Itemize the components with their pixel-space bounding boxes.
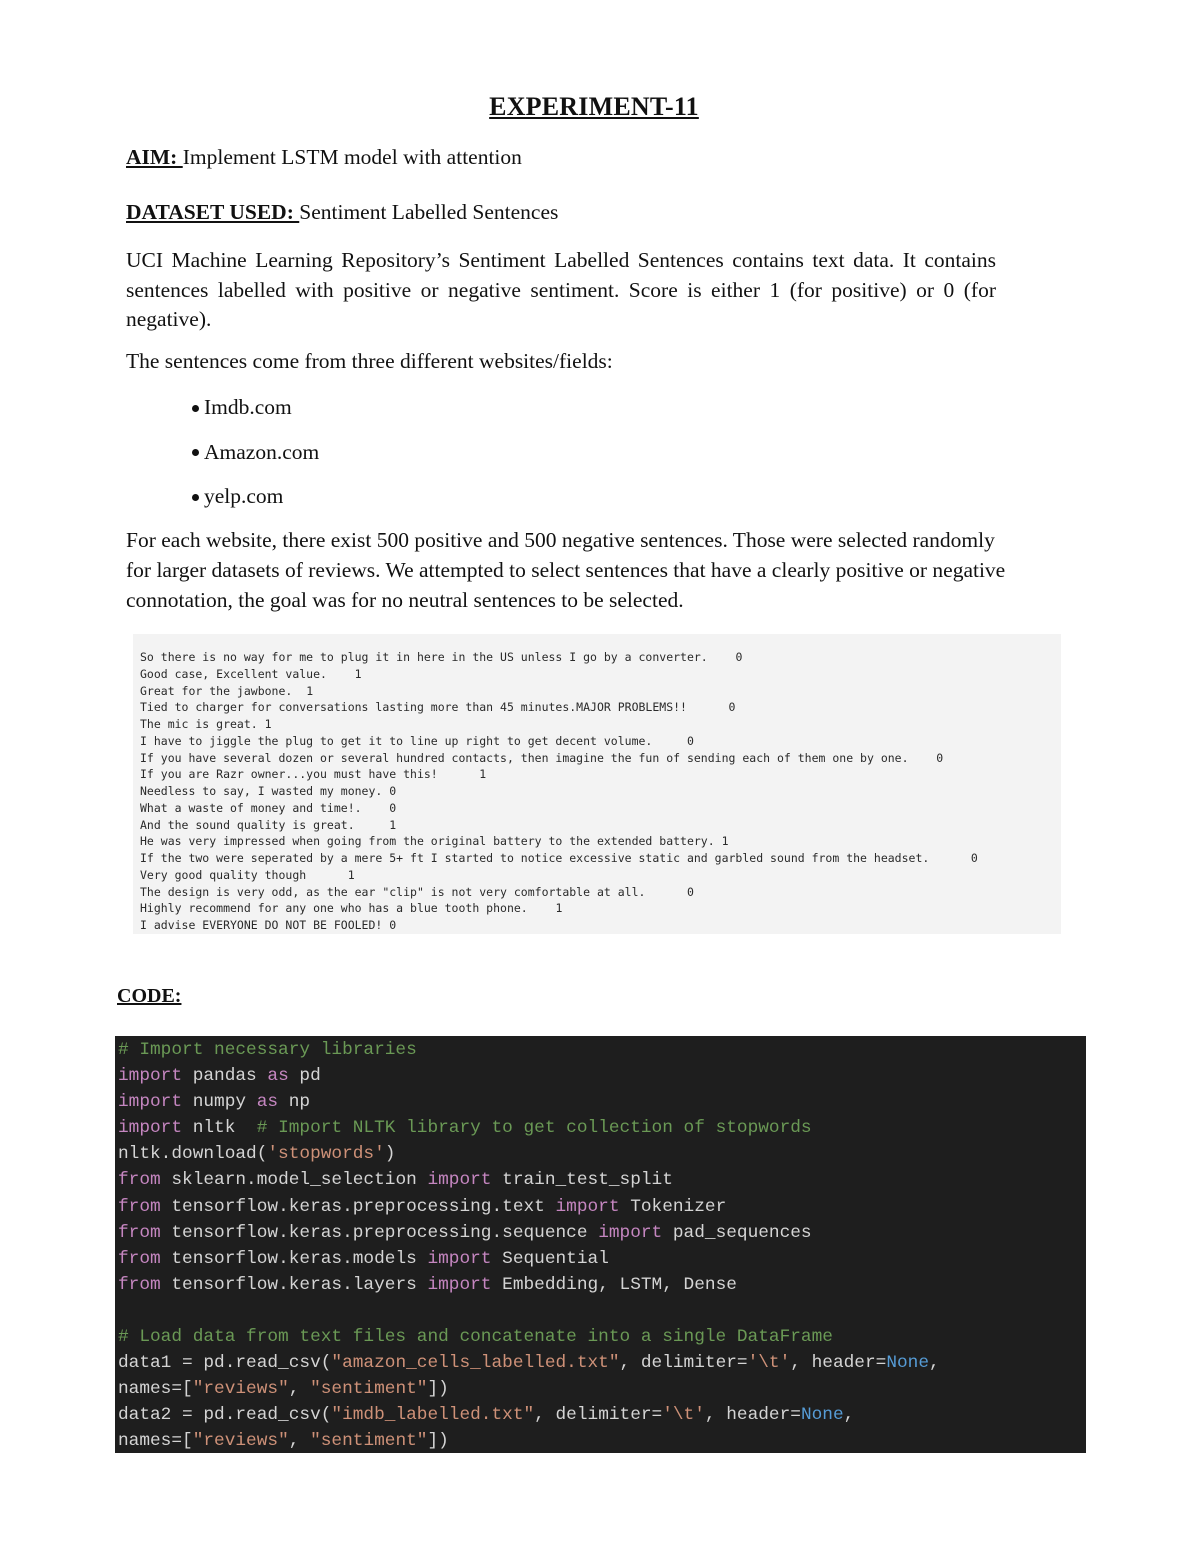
sample-row [140, 716, 978, 733]
sample-label: 1 [555, 901, 563, 916]
code-token: , delimiter= [619, 1353, 748, 1374]
code-token: sklearn.model_selection [160, 1170, 428, 1191]
sample-sentence: If you have several dozen or several hundred contacts, then imagine the fun of sending each of them one by one. [140, 750, 909, 765]
sample-gap [292, 684, 306, 698]
sample-row [140, 867, 978, 884]
code-token: "reviews" [192, 1431, 289, 1452]
sample-row [140, 833, 978, 850]
code-token: nltk [182, 1118, 257, 1139]
aim-line [126, 145, 522, 170]
code-token: Tokenizer [619, 1196, 727, 1217]
sample-gap [355, 818, 390, 832]
dataset-label: DATASET USED: [126, 200, 300, 224]
sample-gap [306, 868, 348, 882]
code-line [118, 1115, 940, 1141]
code-token: import [427, 1248, 492, 1269]
sample-gap [652, 734, 687, 748]
code-line [118, 1298, 940, 1324]
sample-label: 0 [728, 700, 736, 715]
sample-label: 0 [389, 784, 397, 798]
code-token: as [267, 1066, 289, 1087]
code-token: Sequential [491, 1248, 609, 1269]
sample-label: 1 [479, 767, 487, 782]
sample-label: 0 [686, 884, 694, 899]
sample-sentence: And the sound quality is great. [140, 817, 355, 832]
code-token: from [118, 1170, 161, 1191]
sample-row [140, 917, 978, 934]
code-token: import [118, 1118, 183, 1139]
code-token: ]) [427, 1379, 449, 1400]
code-token: from [118, 1222, 161, 1243]
sample-sentence: Very good quality though [140, 867, 307, 882]
sample-label: 0 [970, 851, 978, 865]
bullet-icon [192, 494, 199, 501]
sample-sentence: I advise EVERYONE DO NOT BE FOOLED! [140, 918, 383, 932]
code-line [118, 1376, 940, 1402]
code-token: np [278, 1092, 311, 1113]
code-token: None [800, 1405, 844, 1426]
sample-row [140, 800, 978, 817]
sample-gap [362, 801, 390, 815]
code-token: pad_sequences [662, 1222, 812, 1243]
sample-label: 1 [389, 817, 397, 832]
aim-text: Implement LSTM model with attention [182, 145, 522, 169]
code-token: ]) [427, 1431, 449, 1452]
sample-label: 0 [389, 918, 397, 932]
code-token: import [118, 1092, 183, 1113]
dataset-line [126, 200, 558, 225]
code-token: "imdb_labelled.txt" [331, 1405, 535, 1426]
sample-label: 0 [389, 800, 397, 815]
sample-gap [258, 717, 265, 731]
code-token: pd [288, 1066, 321, 1087]
sample-sentence: He was very impressed when going from the original battery to the extended battery. [140, 834, 715, 849]
sample-gap [708, 650, 736, 664]
code-line [118, 1246, 940, 1272]
code-line [118, 1402, 940, 1428]
sample-gap [909, 751, 937, 765]
code-line [118, 1089, 940, 1115]
code-token: "sentiment" [310, 1379, 428, 1400]
code-token: "reviews" [192, 1379, 289, 1400]
sample-sentence: If the two were seperated by a mere 5+ ft I started to notice excessive static and garbled sound from the headset. [140, 851, 930, 865]
code-token: # Import NLTK library to get collection of stopwords [256, 1118, 812, 1139]
sample-sentence: I have to jiggle the plug to get it to line up right to get decent volume. [140, 733, 653, 748]
sample-sentence: The mic is great. [140, 717, 258, 731]
code-token: data2 = pd.read_csv( [118, 1405, 332, 1426]
code-line [118, 1167, 940, 1193]
sample-sentence: Great for the jawbone. [140, 683, 293, 698]
sample-label: 1 [306, 683, 314, 698]
sample-gap [327, 667, 355, 681]
code-token: as [256, 1092, 279, 1113]
sample-row [140, 884, 978, 901]
code-token: nltk.download( [118, 1144, 268, 1165]
code-token: , delimiter= [534, 1405, 663, 1426]
code-token: pandas [182, 1066, 268, 1087]
sample-gap [382, 918, 389, 932]
sample-row [140, 649, 978, 666]
sample-row [140, 783, 978, 800]
sample-row [140, 850, 978, 867]
code-token: , header= [790, 1353, 887, 1374]
list-item [192, 437, 319, 482]
list-item [192, 481, 319, 526]
code-token: "amazon_cells_labelled.txt" [331, 1353, 620, 1374]
code-line [118, 1194, 940, 1220]
code-lines [118, 1037, 940, 1453]
code-line [118, 1324, 940, 1350]
sample-row [140, 683, 978, 700]
code-token: import [555, 1196, 620, 1217]
code-line [118, 1220, 940, 1246]
code-token: import [427, 1170, 492, 1191]
code-block [115, 1036, 1086, 1453]
source-name: Imdb.com [204, 395, 292, 419]
sample-row [140, 666, 978, 683]
code-token: import [427, 1274, 492, 1295]
source-name: yelp.com [204, 484, 284, 508]
list-item [192, 392, 319, 437]
code-line [118, 1141, 940, 1167]
sample-sentence: So there is no way for me to plug it in here in the US unless I go by a converter. [140, 650, 708, 664]
page-title: EXPERIMENT-11 [489, 92, 699, 121]
code-token: 'stopwords' [267, 1144, 385, 1165]
code-heading: CODE: [117, 985, 182, 1007]
code-token: names=[ [118, 1431, 193, 1452]
sample-row [140, 817, 978, 834]
sample-row [140, 699, 978, 716]
sample-label: 1 [264, 717, 272, 731]
sample-label: 0 [936, 750, 944, 765]
bullet-icon [192, 449, 199, 456]
code-token: import [598, 1222, 663, 1243]
code-token: names=[ [118, 1379, 193, 1400]
code-token: , header= [704, 1405, 801, 1426]
code-token: tensorflow.keras.preprocessing.text [160, 1196, 556, 1217]
code-token: tensorflow.keras.layers [160, 1274, 428, 1295]
code-token: , [843, 1405, 855, 1426]
sample-sentence: Tied to charger for conversations lasting more than 45 minutes.MAJOR PROBLEMS!! [140, 700, 687, 715]
code-token: , [288, 1379, 311, 1400]
code-token: "sentiment" [310, 1431, 428, 1452]
code-token: from [118, 1196, 161, 1217]
code-line [118, 1037, 940, 1063]
sample-row [140, 733, 978, 750]
code-line [118, 1350, 940, 1376]
sample-gap [438, 767, 480, 781]
code-token: tensorflow.keras.preprocessing.sequence [160, 1222, 599, 1243]
sample-sentence: The design is very odd, as the ear "clip" is not very comfortable at all. [140, 884, 646, 899]
bullet-icon [192, 405, 199, 412]
code-token: # Load data from text files and concatenate into a single DataFrame [118, 1327, 833, 1348]
sample-row [140, 766, 978, 783]
sample-gap [528, 901, 556, 915]
code-token: data1 = pd.read_csv( [118, 1353, 332, 1374]
source-name: Amazon.com [204, 439, 320, 464]
code-token: , [288, 1431, 311, 1452]
sources-list [192, 392, 319, 526]
code-line [118, 1063, 940, 1089]
dataset-details: For each website, there exist 500 positive and 500 negative sentences. Those were selected randomly for larger datasets of reviews. We attempted to select sentences that have a clearly positive or negative connotation, the goal was for no neutral sentences to be selected. [126, 528, 1006, 612]
code-token: import [118, 1066, 183, 1087]
sample-gap [929, 851, 971, 865]
sample-label: 1 [354, 666, 362, 681]
sample-gap [687, 700, 729, 714]
aim-label: AIM: [126, 145, 183, 169]
sample-gap [645, 885, 687, 899]
dataset-sample-screenshot [133, 634, 1061, 934]
sample-sentence: Good case, Excellent value. [140, 666, 327, 681]
code-line [118, 1428, 940, 1453]
sample-label: 0 [735, 650, 743, 664]
sample-sentence: If you are Razr owner...you must have this! [140, 767, 438, 782]
code-token: Embedding, LSTM, Dense [491, 1274, 737, 1295]
sample-label: 1 [347, 867, 355, 882]
sample-sentence: Needless to say, I wasted my money. [140, 784, 383, 798]
code-line [118, 1272, 940, 1298]
sample-rows [140, 649, 978, 934]
code-token: , [929, 1353, 940, 1374]
code-token: from [118, 1274, 161, 1295]
sample-label: 0 [686, 733, 694, 748]
sources-intro: The sentences come from three different websites/fields: [126, 349, 613, 373]
code-token: ) [384, 1144, 396, 1165]
code-token: None [886, 1353, 929, 1374]
sample-row [140, 900, 978, 917]
code-token: '\t' [662, 1405, 705, 1426]
code-token: tensorflow.keras.models [160, 1248, 428, 1269]
sample-gap [715, 834, 722, 848]
code-token: '\t' [747, 1353, 791, 1374]
code-token: # Import necessary libraries [118, 1040, 417, 1060]
dataset-description: UCI Machine Learning Repository’s Sentiment Labelled Sentences contains text data. It contains sentences labelled with positive or negative sentiment. Score is either 1 (for positive) or 0 (for negative). [126, 248, 996, 331]
code-token: numpy [182, 1092, 257, 1113]
code-token: train_test_split [491, 1170, 673, 1191]
dataset-text: Sentiment Labelled Sentences [299, 200, 559, 224]
sample-gap [382, 784, 389, 798]
sample-sentence: Highly recommend for any one who has a blue tooth phone. [140, 901, 528, 916]
sample-sentence: What a waste of money and time!. [140, 800, 362, 815]
sample-row [140, 750, 978, 767]
sample-label: 1 [721, 834, 729, 849]
code-token: from [118, 1248, 161, 1269]
